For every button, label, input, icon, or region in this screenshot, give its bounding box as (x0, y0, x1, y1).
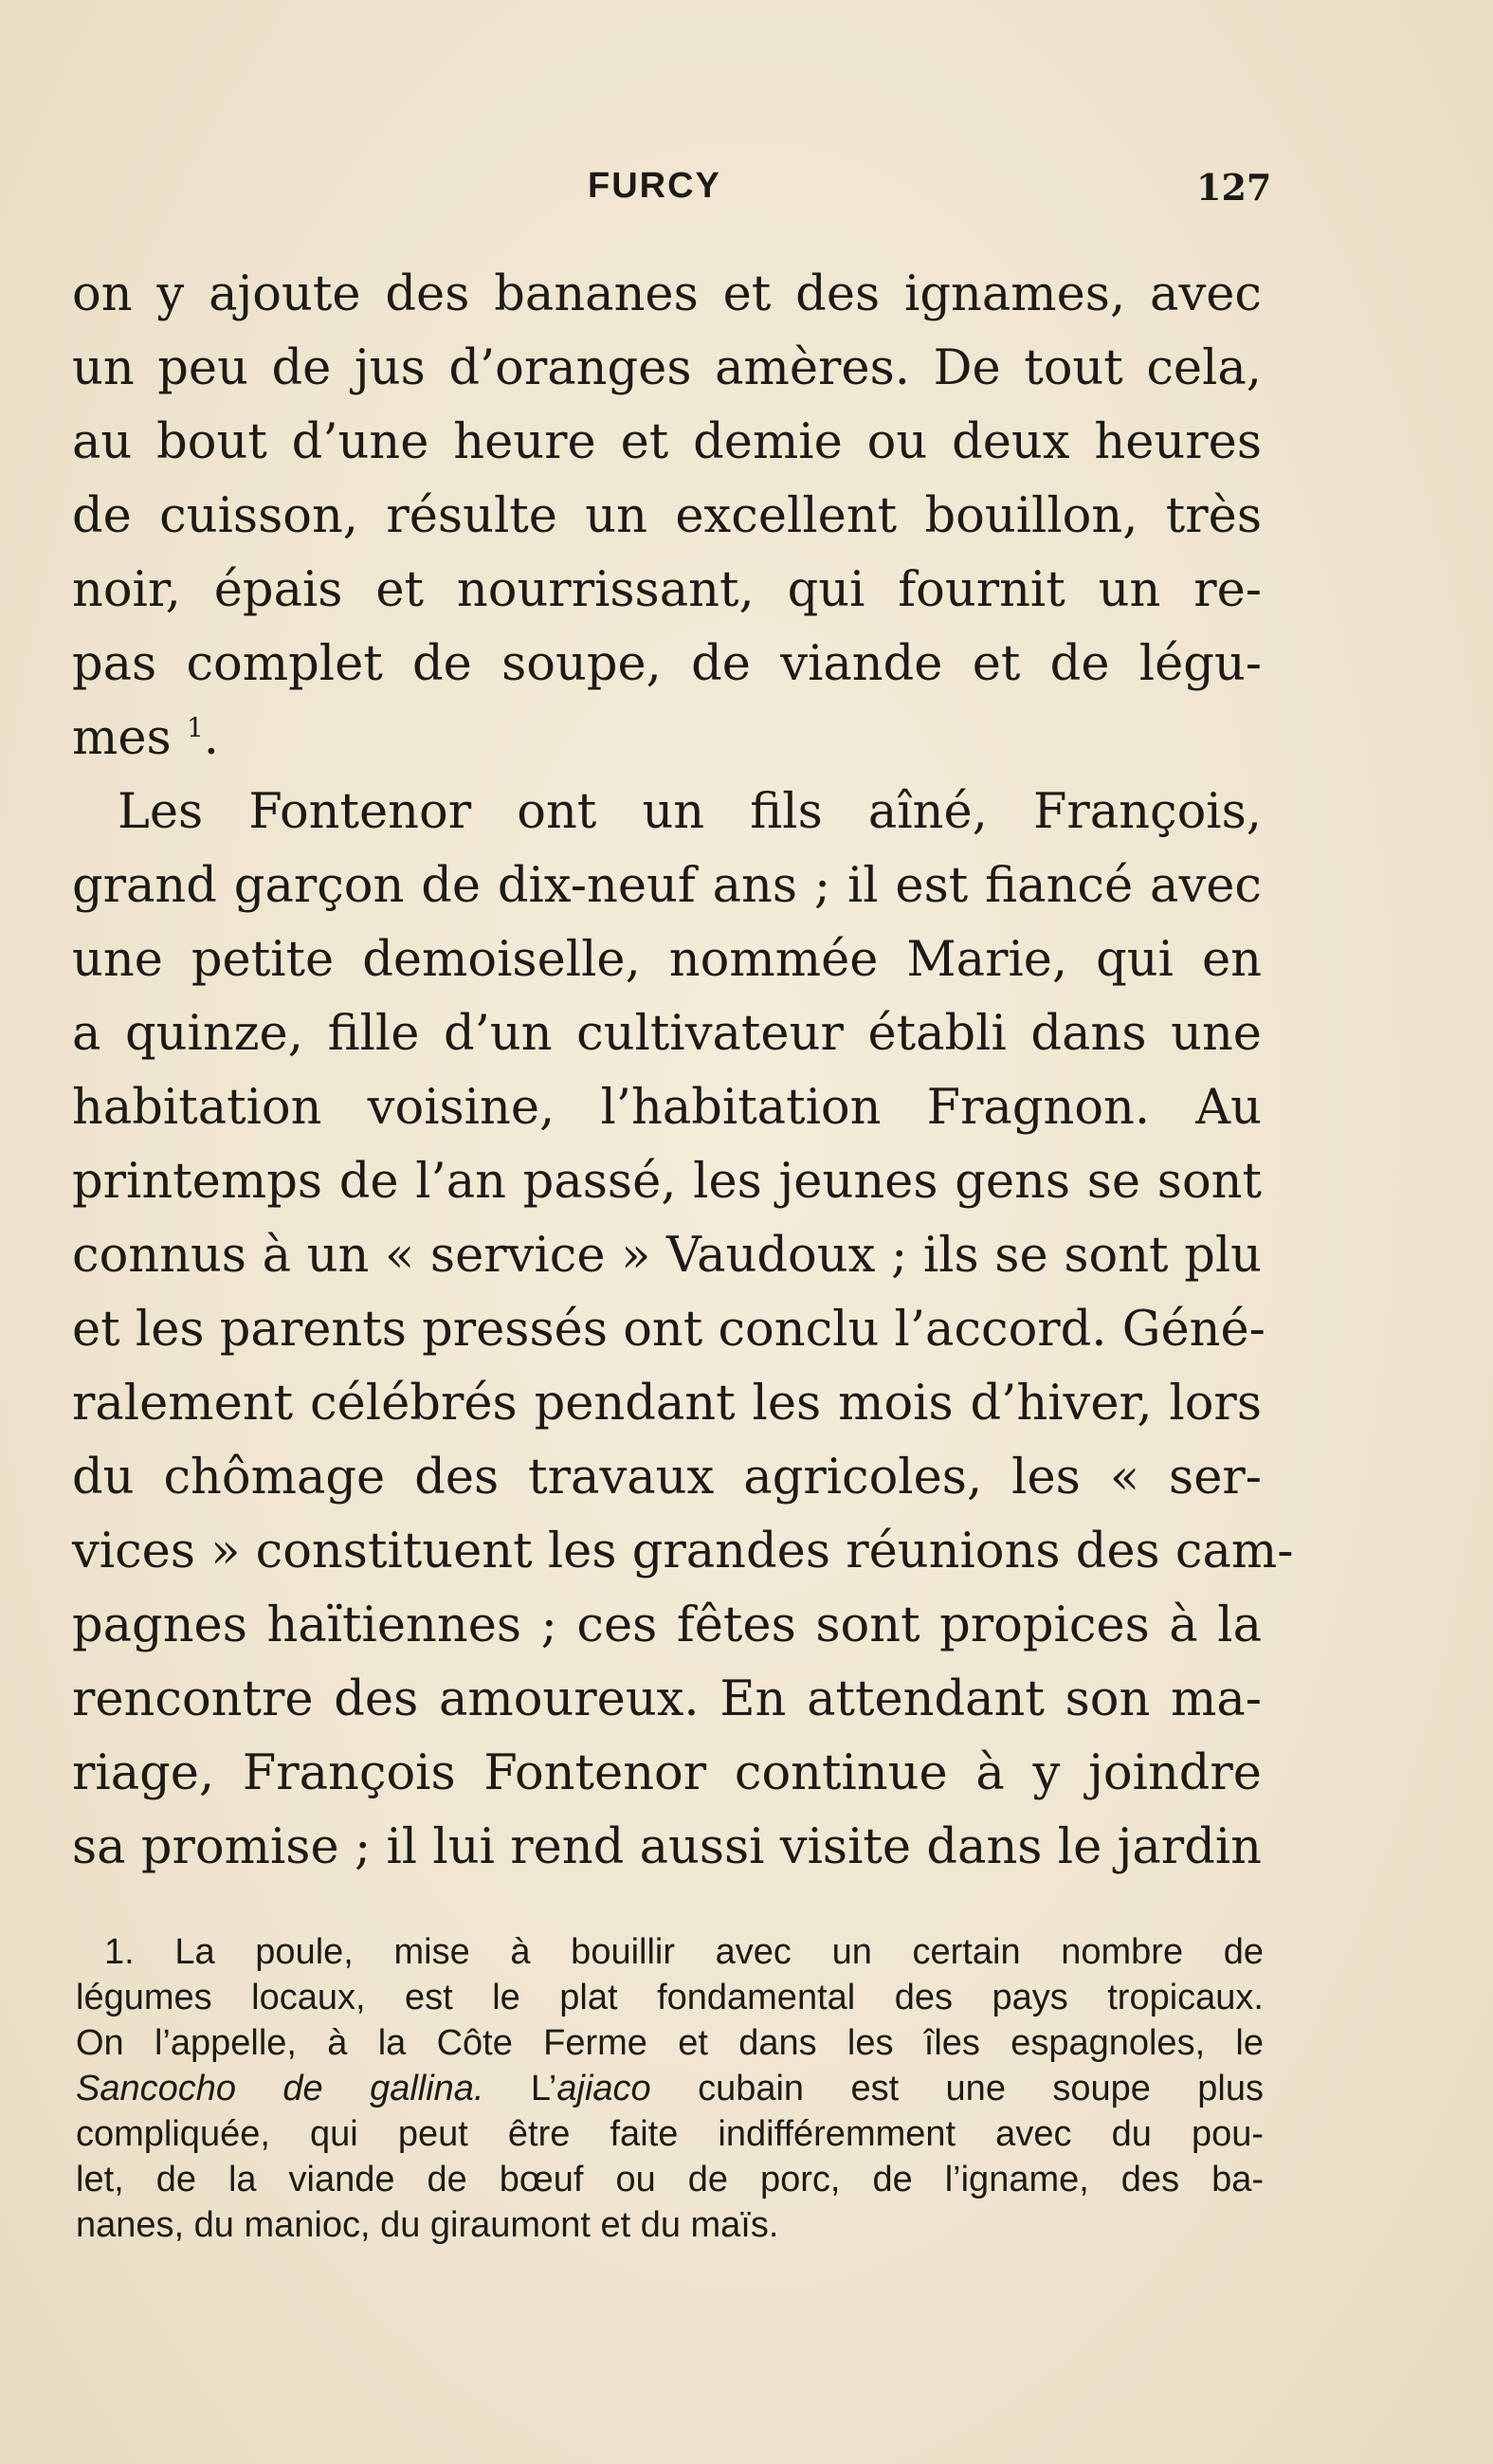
text-line: connus à un « service » Vaudoux ; ils se sont plu (72, 1228, 1262, 1284)
footnote-text: La poule, mise à bouillir avec un certain nombre de (174, 1932, 1265, 1972)
text-line (72, 702, 1262, 776)
footnote-text: L’ (483, 2069, 557, 2108)
footnote-line: let, de la viande de bœuf ou de porc, de l’igname, des ba- (76, 2160, 1264, 2199)
footnote-line: On l’appelle, à la Côte Ferme et dans les îles espagnoles, le (76, 2023, 1264, 2063)
text-line: habitation voisine, l’habitation Fragnon. Au (72, 1080, 1262, 1136)
text-line: noir, épais et nourrissant, qui fournit un re- (72, 562, 1262, 618)
text-line: a quinze, fille d’un cultivateur établi dans une (72, 1006, 1262, 1062)
text-line: vices » constituent les grandes réunions des cam- (72, 1524, 1294, 1579)
text-line: et les parents pressés ont conclu l’accord. Géné- (72, 1302, 1265, 1358)
text-line: un peu de jus d’oranges amères. De tout cela, (72, 340, 1262, 396)
text-line: riage, François Fontenor continue à y joindre (72, 1745, 1262, 1801)
footnote-line (76, 2066, 1264, 2111)
page-number: 127 (1196, 166, 1272, 209)
running-head: FURCY (588, 166, 721, 206)
footnote-line (76, 1929, 1264, 1975)
text-line: ralement célébrés pendant les mois d’hiver, lors (72, 1376, 1262, 1432)
text-line: grand garçon de dix-neuf ans ; il est fiancé avec (72, 858, 1262, 914)
footnote-line: compliquée, qui peut être faite indifféremment avec du pou- (76, 2114, 1264, 2154)
text-line: Les Fontenor ont un fils aîné, François, (118, 784, 1262, 840)
footnote-italic-text: Sancocho de gallina. (76, 2069, 484, 2108)
text-line: rencontre des amoureux. En attendant son ma- (72, 1671, 1262, 1727)
footnote-reference: 1 (186, 712, 204, 743)
footnote-line: légumes locaux, est le plat fondamental des pays tropicaux. (76, 1978, 1264, 2017)
footnote-line: nanes, du manioc, du giraumont et du maïs. (76, 2205, 779, 2245)
text-line: printemps de l’an passé, les jeunes gens se sont (72, 1154, 1262, 1210)
footnote-reference-suffix: . (203, 710, 220, 766)
text-line: de cuisson, résulte un excellent bouillon, très (72, 488, 1262, 544)
text-line: on y ajoute des bananes et des ignames, avec (72, 266, 1262, 322)
text-line: au bout d’une heure et demie ou deux heures (72, 414, 1262, 470)
footnote (76, 1929, 1264, 2248)
footnote-text: cubain est une soupe plus (650, 2069, 1264, 2108)
text-line-fragment: mes (72, 710, 172, 766)
text-line: pagnes haïtiennes ; ces fêtes sont propices à la (72, 1597, 1262, 1653)
footnote-italic-text: ajiaco (556, 2069, 651, 2108)
text-line: pas complet de soupe, de viande et de légu- (72, 636, 1262, 692)
text-line: du chômage des travaux agricoles, les « ser- (72, 1450, 1262, 1506)
footnote-marker: 1. (104, 1932, 135, 1972)
text-line: une petite demoiselle, nommée Marie, qui en (72, 932, 1262, 988)
body-text (72, 258, 1294, 1885)
text-line: sa promise ; il lui rend aussi visite dans le jardin (72, 1819, 1262, 1875)
